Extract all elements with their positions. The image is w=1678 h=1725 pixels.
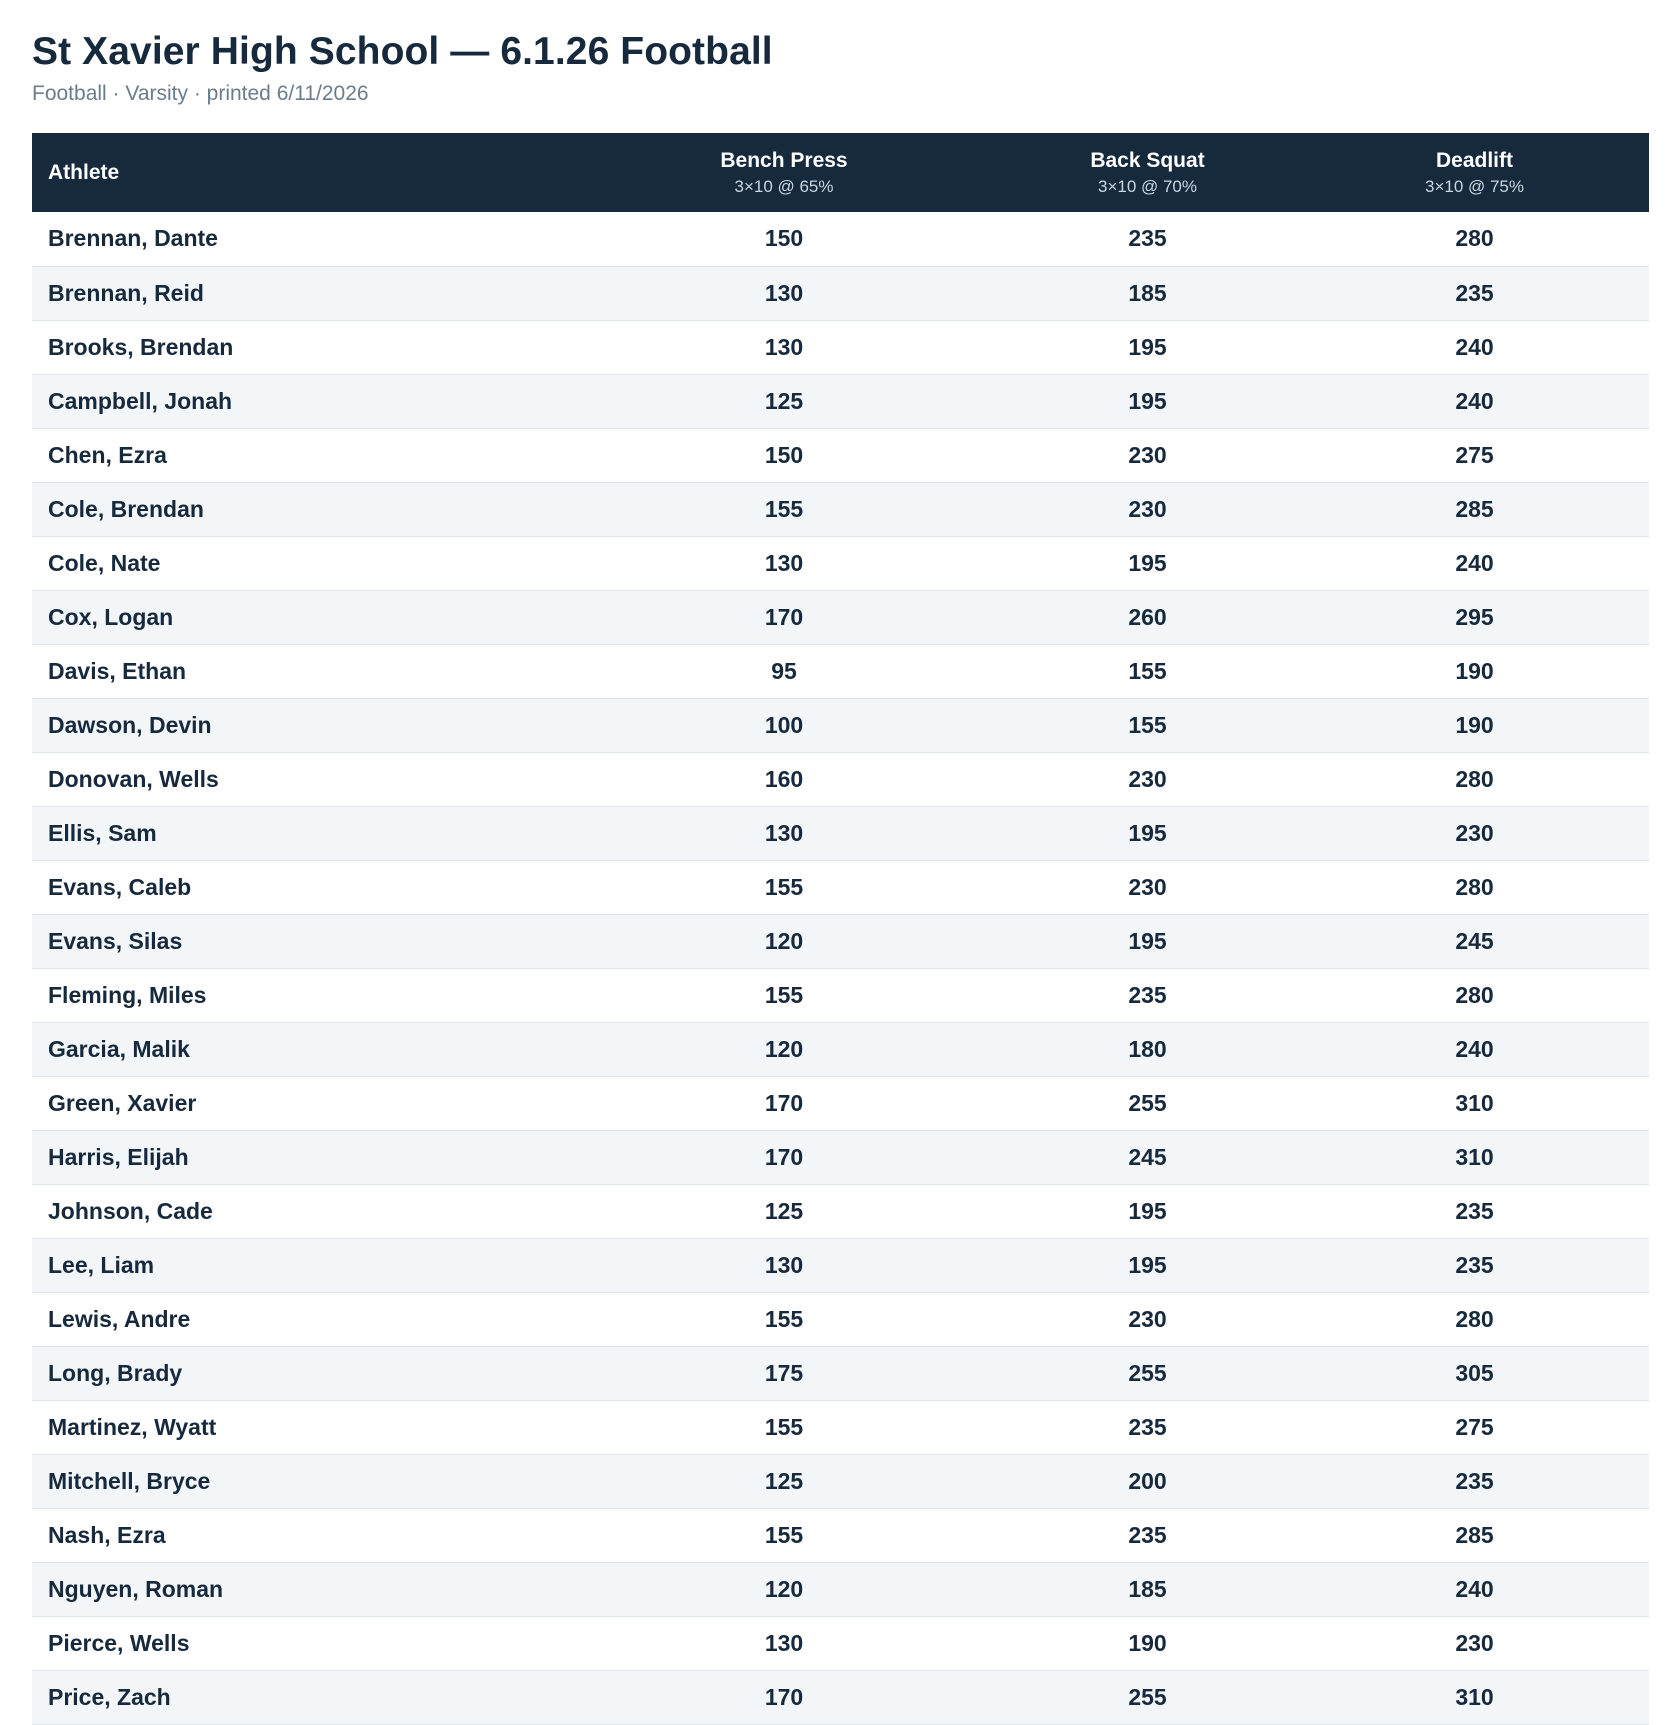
deadlift-cell: 240 — [1455, 1575, 1494, 1602]
table-row — [32, 644, 1649, 698]
column-header-athlete: Athlete — [48, 160, 120, 184]
bench-press-cell: 155 — [764, 1305, 804, 1332]
deadlift-cell: 230 — [1455, 1629, 1494, 1656]
table-row — [32, 698, 1649, 752]
deadlift-cell: 235 — [1455, 1197, 1494, 1224]
back-squat-cell: 195 — [1128, 549, 1167, 576]
deadlift-cell: 305 — [1455, 1359, 1494, 1386]
table-row — [32, 1130, 1649, 1184]
table-row — [32, 1184, 1649, 1238]
athlete-name-cell: Lewis, Andre — [48, 1305, 191, 1332]
bench-press-cell: 130 — [764, 333, 804, 360]
bench-press-cell: 130 — [764, 1629, 804, 1656]
table-row — [32, 590, 1649, 644]
deadlift-cell: 240 — [1455, 549, 1494, 576]
athlete-name-cell: Evans, Caleb — [48, 873, 192, 900]
deadlift-cell: 310 — [1455, 1683, 1494, 1710]
athlete-name-cell: Pierce, Wells — [48, 1629, 190, 1656]
bench-press-cell: 130 — [764, 819, 804, 846]
deadlift-cell: 240 — [1455, 333, 1494, 360]
bench-press-cell: 150 — [764, 225, 804, 252]
athlete-name-cell: Cox, Logan — [48, 603, 174, 630]
back-squat-cell: 230 — [1128, 873, 1167, 900]
table-row — [32, 212, 1649, 266]
athlete-name-cell: Davis, Ethan — [48, 657, 187, 684]
athlete-name-cell: Ellis, Sam — [48, 819, 157, 846]
back-squat-cell: 230 — [1128, 765, 1167, 792]
deadlift-cell: 310 — [1455, 1089, 1494, 1116]
lift-scheme: 3×10 @ 65% — [734, 176, 834, 196]
bench-press-cell: 170 — [764, 1143, 804, 1170]
bench-press-cell: 175 — [764, 1359, 804, 1386]
athlete-name-cell: Johnson, Cade — [48, 1197, 213, 1224]
deadlift-cell: 235 — [1455, 1251, 1494, 1278]
deadlift-cell: 280 — [1455, 1305, 1494, 1332]
bench-press-cell: 125 — [764, 1467, 804, 1494]
deadlift-cell: 240 — [1455, 1035, 1494, 1062]
bench-press-cell: 120 — [764, 1035, 804, 1062]
deadlift-cell: 245 — [1455, 927, 1494, 954]
deadlift-cell: 235 — [1455, 1467, 1494, 1494]
athlete-name-cell: Harris, Elijah — [48, 1143, 189, 1170]
table-row — [32, 1400, 1649, 1454]
athlete-name-cell: Martinez, Wyatt — [48, 1413, 217, 1440]
back-squat-cell: 235 — [1128, 981, 1167, 1008]
column-header-back-squat — [995, 133, 1300, 212]
bench-press-cell: 130 — [764, 1251, 804, 1278]
deadlift-cell: 235 — [1455, 279, 1494, 306]
workout-sheet — [32, 0, 1649, 1710]
deadlift-cell: 310 — [1455, 1143, 1494, 1170]
athlete-name-cell: Chen, Ezra — [48, 441, 167, 468]
bench-press-cell: 150 — [764, 441, 804, 468]
bench-press-cell: 155 — [764, 981, 804, 1008]
bench-press-cell: 155 — [764, 1521, 804, 1548]
athlete-name-cell: Mitchell, Bryce — [48, 1467, 211, 1494]
back-squat-cell: 200 — [1128, 1467, 1167, 1494]
athlete-name-cell: Brooks, Brendan — [48, 333, 234, 360]
bench-press-cell: 160 — [764, 765, 804, 792]
bench-press-cell: 95 — [771, 657, 797, 684]
table-row — [32, 428, 1649, 482]
table-row — [32, 1616, 1649, 1670]
deadlift-cell: 230 — [1455, 819, 1494, 846]
athlete-name-cell: Garcia, Malik — [48, 1035, 190, 1062]
athlete-name-cell: Evans, Silas — [48, 927, 183, 954]
athlete-name-cell: Campbell, Jonah — [48, 387, 233, 414]
deadlift-cell: 280 — [1455, 765, 1494, 792]
deadlift-cell: 240 — [1455, 387, 1494, 414]
back-squat-cell: 255 — [1128, 1089, 1167, 1116]
lift-name: Deadlift — [1435, 148, 1513, 172]
back-squat-cell: 195 — [1128, 819, 1167, 846]
athlete-name-cell: Fleming, Miles — [48, 981, 207, 1008]
page-title: St Xavier High School — 6.1.26 Football — [32, 30, 773, 73]
athlete-name-cell: Cole, Nate — [48, 549, 161, 576]
bench-press-cell: 170 — [764, 1683, 804, 1710]
column-header-deadlift — [1300, 133, 1649, 212]
athlete-name-cell: Price, Zach — [48, 1683, 171, 1710]
deadlift-cell: 285 — [1455, 495, 1494, 522]
page-subtitle: Football · Varsity · printed 6/11/2026 — [32, 82, 369, 105]
back-squat-cell: 195 — [1128, 1251, 1167, 1278]
lift-name: Bench Press — [720, 148, 848, 172]
back-squat-cell: 195 — [1128, 927, 1167, 954]
deadlift-cell: 280 — [1455, 225, 1494, 252]
back-squat-cell: 230 — [1128, 1305, 1167, 1332]
athlete-name-cell: Cole, Brendan — [48, 495, 204, 522]
table-row — [32, 374, 1649, 428]
deadlift-cell: 295 — [1455, 603, 1494, 630]
back-squat-cell: 180 — [1128, 1035, 1167, 1062]
back-squat-cell: 255 — [1128, 1683, 1167, 1710]
bench-press-cell: 130 — [764, 279, 804, 306]
athlete-name-cell: Dawson, Devin — [48, 711, 212, 738]
athlete-name-cell: Green, Xavier — [48, 1089, 197, 1116]
table-body — [32, 212, 1649, 1724]
back-squat-cell: 230 — [1128, 441, 1167, 468]
lift-name: Back Squat — [1090, 148, 1205, 172]
table-row — [32, 968, 1649, 1022]
back-squat-cell: 190 — [1128, 1629, 1167, 1656]
bench-press-cell: 155 — [764, 1413, 804, 1440]
table-row — [32, 806, 1649, 860]
bench-press-cell: 125 — [764, 1197, 804, 1224]
table-row — [32, 1562, 1649, 1616]
back-squat-cell: 195 — [1128, 1197, 1167, 1224]
table-row — [32, 266, 1649, 320]
back-squat-cell: 235 — [1128, 1521, 1167, 1548]
back-squat-cell: 195 — [1128, 387, 1167, 414]
table-row — [32, 1076, 1649, 1130]
back-squat-cell: 230 — [1128, 495, 1167, 522]
table-row — [32, 1508, 1649, 1562]
table-row — [32, 1238, 1649, 1292]
athlete-name-cell: Brennan, Dante — [48, 225, 218, 252]
deadlift-cell: 275 — [1455, 441, 1494, 468]
bench-press-cell: 170 — [764, 1089, 804, 1116]
table-row — [32, 860, 1649, 914]
table-header — [32, 133, 1649, 212]
bench-press-cell: 100 — [764, 711, 804, 738]
back-squat-cell: 185 — [1128, 1575, 1167, 1602]
bench-press-cell: 120 — [764, 927, 804, 954]
table-row — [32, 1346, 1649, 1400]
table-row — [32, 536, 1649, 590]
lift-scheme: 3×10 @ 75% — [1424, 176, 1525, 196]
lift-table — [32, 133, 1649, 1725]
table-row — [32, 1454, 1649, 1508]
back-squat-cell: 235 — [1128, 225, 1167, 252]
table-row — [32, 1670, 1649, 1724]
table-header-row — [32, 133, 1649, 212]
bench-press-cell: 120 — [764, 1575, 804, 1602]
athlete-name-cell: Lee, Liam — [48, 1251, 155, 1278]
bench-press-cell: 170 — [764, 603, 804, 630]
table-row — [32, 914, 1649, 968]
back-squat-cell: 195 — [1128, 333, 1167, 360]
table-row — [32, 320, 1649, 374]
table-row — [32, 482, 1649, 536]
deadlift-cell: 190 — [1455, 657, 1494, 684]
athlete-name-cell: Nash, Ezra — [48, 1521, 166, 1548]
deadlift-cell: 190 — [1455, 711, 1494, 738]
deadlift-cell: 280 — [1455, 981, 1494, 1008]
bench-press-cell: 155 — [764, 873, 804, 900]
bench-press-cell: 130 — [764, 549, 804, 576]
back-squat-cell: 245 — [1128, 1143, 1167, 1170]
deadlift-cell: 275 — [1455, 1413, 1494, 1440]
bench-press-cell: 125 — [764, 387, 804, 414]
athlete-name-cell: Long, Brady — [48, 1359, 183, 1386]
back-squat-cell: 155 — [1128, 657, 1167, 684]
back-squat-cell: 235 — [1128, 1413, 1167, 1440]
bench-press-cell: 155 — [764, 495, 804, 522]
deadlift-cell: 285 — [1455, 1521, 1494, 1548]
back-squat-cell: 255 — [1128, 1359, 1167, 1386]
table-row — [32, 1022, 1649, 1076]
back-squat-cell: 155 — [1128, 711, 1167, 738]
back-squat-cell: 185 — [1128, 279, 1167, 306]
table-row — [32, 752, 1649, 806]
lift-scheme: 3×10 @ 70% — [1097, 176, 1198, 196]
deadlift-cell: 280 — [1455, 873, 1494, 900]
athlete-name-cell: Donovan, Wells — [48, 765, 219, 792]
column-header-bench-press — [573, 133, 995, 212]
athlete-name-cell: Nguyen, Roman — [48, 1575, 224, 1602]
athlete-name-cell: Brennan, Reid — [48, 279, 204, 306]
back-squat-cell: 260 — [1128, 603, 1167, 630]
table-row — [32, 1292, 1649, 1346]
